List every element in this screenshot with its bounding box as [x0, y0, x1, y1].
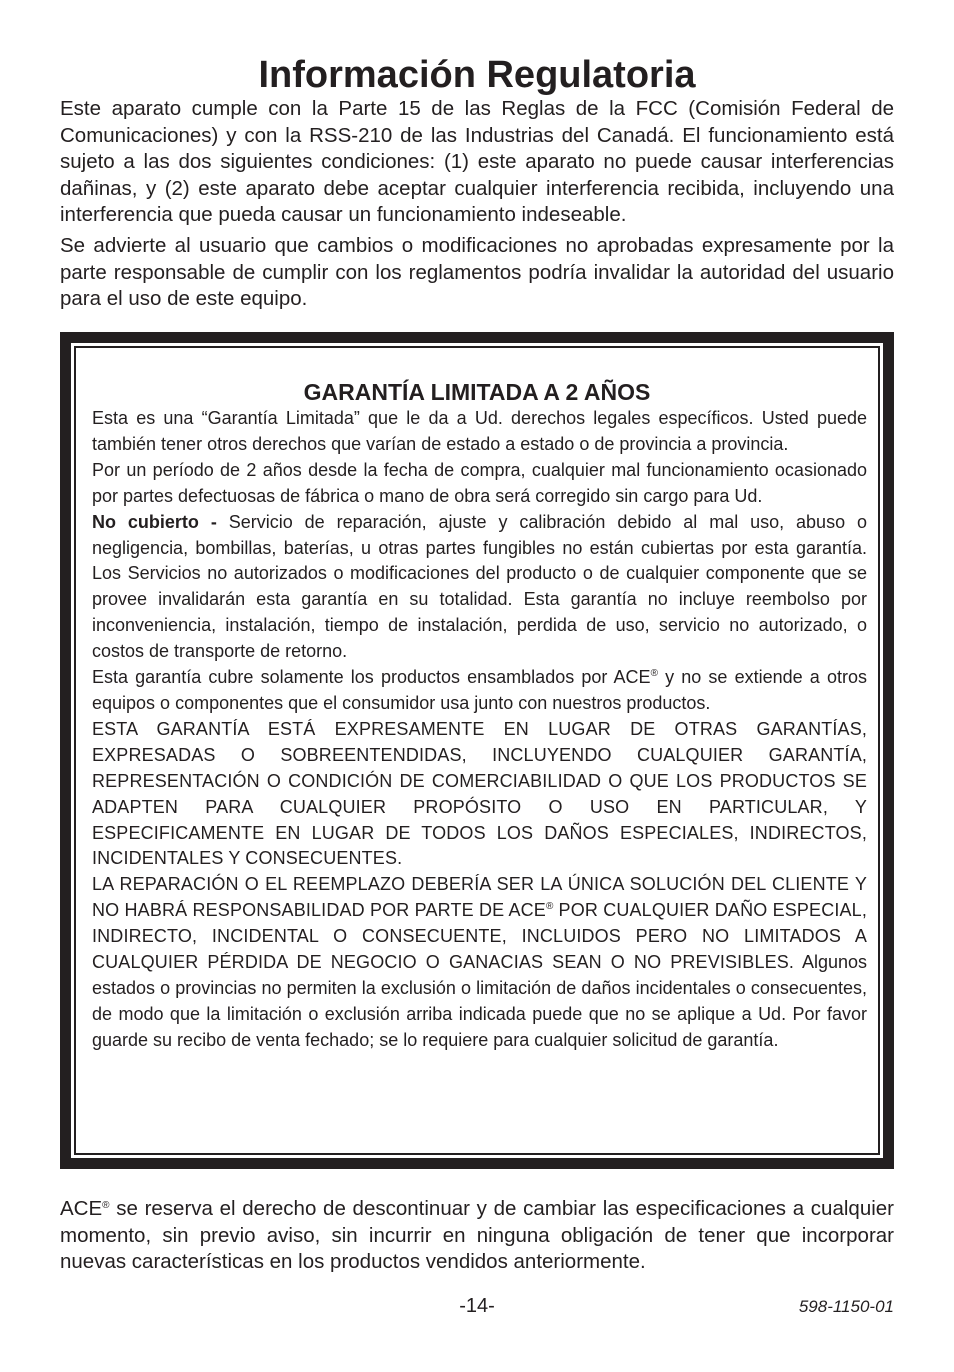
- warranty-paragraph-6: [92, 872, 867, 1053]
- warranty-paragraph-5: ESTA GARANTÍA ESTÁ EXPRESAMENTE EN LUGAR DE OTRAS GARANTÍAS, EXPRESADAS O SOBREENTENDIDAS, INCLUYENDO CUALQUIER GARANTÍA, REPRESENTACIÓN O CONDICIÓN DE COMERCIABILIDAD O QUE LOS PRODUCTOS SE ADAPTEN PARA CUALQUIER PROPÓSITO O USO EN PARTICULAR, Y ESPECIFICAMENTE EN LUGAR DE TODOS LOS DAÑOS ESPECIALES, INDIRECTOS, INCIDENTALES Y CONSECUENTES.: [92, 718, 867, 869]
- warranty-not-covered: [92, 510, 867, 665]
- warranty-paragraph-4: [92, 665, 867, 717]
- not-covered-text: Servicio de reparación, ajuste y calibración debido al mal uso, abuso o negligencia, bombillas, baterías, u otras partes fungibles no están cubiertas por esta garantía. Los Servicios no autorizados o modificaciones del producto o de cualquier componente que se provee invalidarán esta garantía en su totalidad. Esta garantía no incluye reembolso por inconveniencia, instalación, tiempo de instalación, perdida de uso, servicio no autorizado, o costos de transporte de retorno.: [92, 511, 867, 662]
- footer-brand: ACE: [60, 1197, 103, 1220]
- warranty-body: [92, 406, 867, 1054]
- warranty-title: GARANTÍA LIMITADA A 2 AÑOS: [303, 379, 651, 405]
- page-number: -14-: [459, 1295, 495, 1317]
- warranty-coverage-text-end: y no se extiende a otros equipos o componentes que el consumidor usa junto con nuestros productos.: [92, 667, 867, 713]
- document-code: 598-1150-01: [798, 1297, 894, 1316]
- regulatory-paragraph-1: Este aparato cumple con la Parte 15 de las Reglas de la FCC (Comisión Federal de Comunicaciones) y con la RSS-210 de las Industrias del Canadá. El funcionamiento está sujeto a las dos siguientes condiciones: (1) este aparato no puede causar interferencias dañinas, y (2) este aparato debe aceptar cualquier interferencia recibida, incluyendo una interferencia que pueda causar un funcionamiento indeseable.: [60, 97, 894, 227]
- page-title: Información Regulatoria: [258, 54, 696, 96]
- warranty-coverage-text: Esta garantía cubre solamente los productos ensamblados por ACE: [92, 667, 651, 688]
- warranty-box: [60, 332, 894, 1169]
- warranty-paragraph-2: Por un período de 2 años desde la fecha de compra, cualquier mal funcionamiento ocasionado por partes defectuosas de fábrica o mano de obra será corregido sin cargo para Ud.: [92, 459, 867, 506]
- warranty-paragraph-1: Esta es una “Garantía Limitada” que le da a Ud. derechos legales específicos. Usted puede también tener otros derechos que varían de estado a estado o de provincia a provincia.: [92, 408, 867, 454]
- warranty-liability-text: LA REPARACIÓN O EL REEMPLAZO DEBERÍA SER LA ÚNICA SOLUCIÓN DEL CLIENTE Y NO HABRÁ RESPONSABILIDAD POR PARTE DE ACE: [92, 874, 867, 921]
- warranty-box-border: [74, 346, 880, 1155]
- not-covered-label: No cubierto -: [92, 511, 217, 532]
- regulatory-paragraph-2: Se advierte al usuario que cambios o modificaciones no aprobadas expresamente por la parte responsable de cumplir con los reglamentos podría invalidar la autoridad del usuario para el uso de este equipo.: [60, 234, 894, 311]
- warranty-box-inner: [71, 343, 883, 1158]
- warranty-exclusion-text: Algunos estados o provincias no permiten la exclusión o limitación de daños incidentales o consecuentes, de modo que la limitación o exclusión arriba indicada puede que no se aplique a Ud. Por favor guarde su recibo de venta fechado; se lo requiere para cualquier solicitud de garantía.: [92, 952, 867, 1050]
- warranty-liability-text-end: POR CUALQUIER DAÑO ESPECIAL, INDIRECTO, INCIDENTAL O CONSECUENTE, INCLUIDOS PERO NO LIMITADOS A CUALQUIER PÉRDIDA DE NEGOCIO O GANACIAS SEAN O NO PREVISIBLES.: [92, 900, 867, 973]
- registered-mark: ®: [650, 668, 658, 680]
- footer-notice: [60, 1196, 894, 1276]
- footer-notice-text: se reserva el derecho de descontinuar y de cambiar las especificaciones a cualquier momento, sin previo aviso, sin incurrir en ninguna obligación de tener que incorporar nuevas características en los productos vendidos anteriormente.: [60, 1197, 894, 1274]
- registered-mark: ®: [545, 901, 554, 913]
- registered-mark: ®: [102, 1200, 110, 1211]
